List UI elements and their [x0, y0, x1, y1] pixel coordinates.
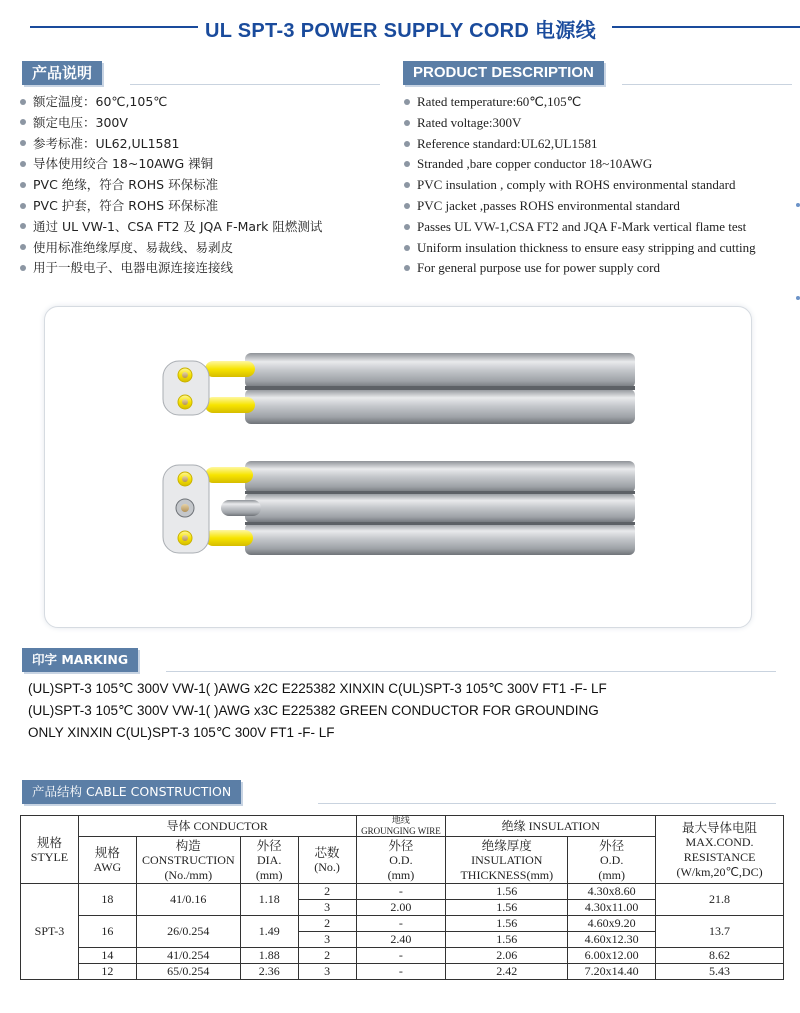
cell-od: 6.00x12.00 — [568, 948, 656, 964]
list-item: PVC insulation , comply with ROHS environmental standard — [404, 175, 735, 196]
cell-construction: 41/0.254 — [136, 948, 240, 964]
header-conductor: 导体 CONDUCTOR — [78, 816, 356, 837]
cell-thickness: 1.56 — [446, 932, 568, 948]
cell-od: 4.60x9.20 — [568, 916, 656, 932]
three-core-cord — [163, 461, 635, 555]
cell-od: 4.30x11.00 — [568, 900, 656, 916]
cell-awg: 18 — [78, 884, 136, 916]
table-row — [21, 916, 784, 932]
cell-ground-od: - — [356, 948, 446, 964]
bullet-icon — [20, 265, 26, 271]
cn-description-heading: 产品说明 — [22, 61, 102, 85]
bullet-icon — [404, 161, 410, 167]
power-cord-illustration — [45, 307, 751, 627]
bullet-icon — [404, 120, 410, 126]
header-ground-od: 外径 O.D. (mm) — [356, 837, 446, 884]
marking-line: (UL)SPT-3 105℃ 300V VW-1( )AWG x3C E225382 GREEN CONDUCTOR FOR GROUNDING — [28, 703, 599, 718]
marking-line: ONLY XINXIN C(UL)SPT-3 105℃ 300V FT1 -F- LF — [28, 725, 335, 740]
list-item: 用于一般电子、电器电源连接连接线 — [20, 258, 233, 279]
cell-thickness: 1.56 — [446, 884, 568, 900]
table-row — [21, 964, 784, 980]
list-item: 参考标准：UL62,UL1581 — [20, 134, 179, 155]
edge-decoration — [796, 296, 800, 300]
list-item: Rated voltage:300V — [404, 113, 521, 134]
list-item: 导体使用绞合 18~10AWG 裸铜 — [20, 154, 213, 175]
bullet-icon — [404, 265, 410, 271]
header-thickness: 绝缘厚度 INSULATION THICKNESS(mm) — [446, 837, 568, 884]
cell-style: SPT-3 — [21, 884, 79, 980]
cell-dia: 1.18 — [240, 884, 298, 916]
bullet-icon — [404, 245, 410, 251]
bullet-icon — [404, 99, 410, 105]
cell-cores: 2 — [298, 884, 356, 900]
two-core-cord — [163, 353, 635, 424]
marking-heading: 印字 MARKING — [22, 648, 138, 672]
cell-cores: 3 — [298, 932, 356, 948]
bullet-icon — [404, 203, 410, 209]
list-item: 额定电压：300V — [20, 113, 128, 134]
list-item: 额定温度：60℃,105℃ — [20, 92, 167, 113]
cell-resistance: 13.7 — [656, 916, 784, 948]
list-item: For general purpose use for power supply cord — [404, 258, 660, 279]
list-item: Uniform insulation thickness to ensure easy stripping and cutting — [404, 238, 756, 259]
cell-ground-od: - — [356, 884, 446, 900]
cell-construction: 26/0.254 — [136, 916, 240, 948]
en-description-heading: PRODUCT DESCRIPTION — [403, 61, 604, 85]
cell-thickness: 1.56 — [446, 916, 568, 932]
cell-thickness: 2.42 — [446, 964, 568, 980]
bullet-icon — [404, 141, 410, 147]
bullet-icon — [20, 203, 26, 209]
list-item: Rated temperature:60℃,105℃ — [404, 92, 581, 113]
cell-thickness: 1.56 — [446, 900, 568, 916]
cell-ground-od: - — [356, 916, 446, 932]
header-resistance: 最大导体电阻 MAX.COND. RESISTANCE (W/km,20℃,DC) — [656, 816, 784, 884]
marking-line: (UL)SPT-3 105℃ 300V VW-1( )AWG x2C E225382 XINXIN C(UL)SPT-3 105℃ 300V FT1 -F- LF — [28, 681, 607, 696]
cell-cores: 3 — [298, 964, 356, 980]
title-rule-right — [612, 26, 800, 28]
header-cores: 芯数 (No.) — [298, 837, 356, 884]
table-row — [21, 948, 784, 964]
cell-resistance: 21.8 — [656, 884, 784, 916]
header-dia: 外径 DIA. (mm) — [240, 837, 298, 884]
cell-awg: 12 — [78, 964, 136, 980]
list-item: PVC 护套，符合 ROHS 环保标准 — [20, 196, 218, 217]
bullet-icon — [20, 119, 26, 125]
list-item: 使用标准绝缘厚度、易裁线、易剥皮 — [20, 238, 233, 259]
header-construction: 构造 CONSTRUCTION (No./mm) — [136, 837, 240, 884]
header-grounding-wire: 地线 GROUNGING WIRE — [356, 816, 446, 837]
bullet-icon — [404, 224, 410, 230]
bullet-icon — [20, 223, 26, 229]
bullet-icon — [404, 182, 410, 188]
bullet-icon — [20, 161, 26, 167]
cell-construction: 41/0.16 — [136, 884, 240, 916]
edge-decoration — [796, 203, 800, 207]
cell-ground-od: 2.00 — [356, 900, 446, 916]
cell-dia: 2.36 — [240, 964, 298, 980]
title-rule-left — [30, 26, 198, 28]
cell-dia: 1.49 — [240, 916, 298, 948]
cell-awg: 14 — [78, 948, 136, 964]
cell-ground-od: 2.40 — [356, 932, 446, 948]
marking-text — [28, 678, 607, 744]
bullet-icon — [20, 182, 26, 188]
table-header-row — [21, 816, 784, 837]
cell-od: 4.60x12.30 — [568, 932, 656, 948]
list-item: Passes UL VW-1,CSA FT2 and JQA F-Mark vertical flame test — [404, 217, 746, 238]
cell-dia: 1.88 — [240, 948, 298, 964]
table-row — [21, 884, 784, 900]
construction-heading-rule — [318, 803, 776, 804]
cell-resistance: 8.62 — [656, 948, 784, 964]
header-insulation: 绝缘 INSULATION — [446, 816, 656, 837]
cell-cores: 2 — [298, 916, 356, 932]
bullet-icon — [20, 99, 26, 105]
list-item: PVC 绝缘，符合 ROHS 环保标准 — [20, 175, 218, 196]
list-item: 通过 UL VW-1、CSA FT2 及 JQA F-Mark 阻燃测试 — [20, 217, 322, 238]
cell-thickness: 2.06 — [446, 948, 568, 964]
header-awg: 规格 AWG — [78, 837, 136, 884]
cell-awg: 16 — [78, 916, 136, 948]
cell-resistance: 5.43 — [656, 964, 784, 980]
en-heading-rule — [622, 84, 792, 85]
cell-ground-od: - — [356, 964, 446, 980]
header-style: 规格 STYLE — [21, 816, 79, 884]
cn-heading-rule — [130, 84, 380, 85]
bullet-icon — [20, 244, 26, 250]
list-item: Stranded ,bare copper conductor 18~10AWG — [404, 154, 652, 175]
list-item: PVC jacket ,passes ROHS environmental standard — [404, 196, 680, 217]
cell-od: 4.30x8.60 — [568, 884, 656, 900]
cable-construction-table — [20, 815, 784, 980]
marking-heading-rule — [166, 671, 776, 672]
cell-cores: 2 — [298, 948, 356, 964]
product-image-frame — [44, 306, 752, 628]
bullet-icon — [20, 140, 26, 146]
title-row — [0, 6, 800, 46]
cell-construction: 65/0.254 — [136, 964, 240, 980]
cell-cores: 3 — [298, 900, 356, 916]
cell-od: 7.20x14.40 — [568, 964, 656, 980]
list-item: Reference standard:UL62,UL1581 — [404, 134, 598, 155]
construction-heading: 产品结构 CABLE CONSTRUCTION — [22, 780, 241, 804]
header-insulation-od: 外径 O.D. (mm) — [568, 837, 656, 884]
page-title: UL SPT-3 POWER SUPPLY CORD 电源线 — [205, 20, 596, 42]
